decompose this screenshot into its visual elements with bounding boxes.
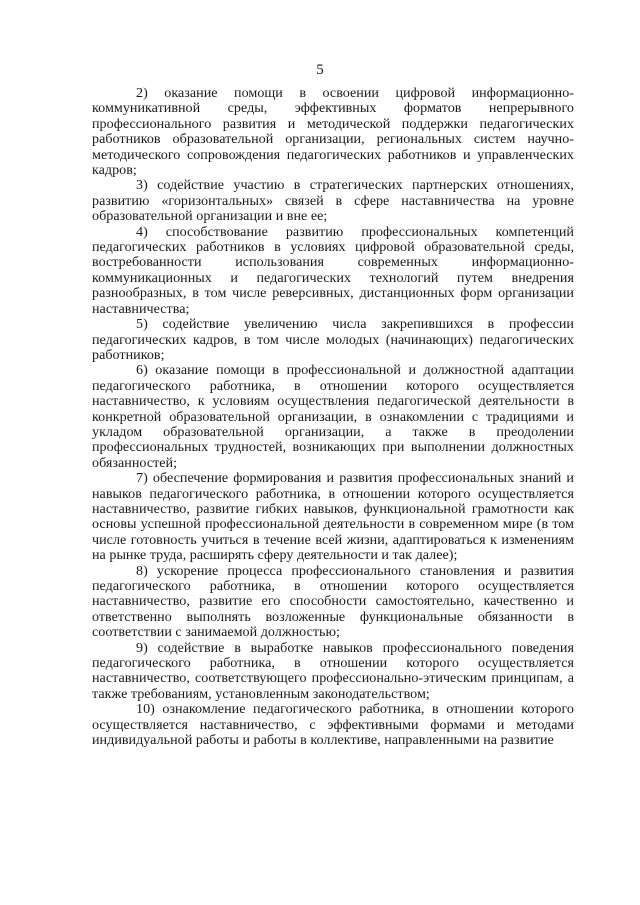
list-item-5: 5) содействие увеличению числа закрепившихся в профессии педагогических кадров, в том числе молодых (начинающих) педагогических работников; [92, 316, 574, 363]
list-item-3: 3) содействие участию в стратегических партнерских отношениях, развитию «горизонтальных» связей в сфере наставничества на уровне образовательной организации и вне ее; [92, 177, 574, 225]
list-item-6: 6) оказание помощи в профессиональной и должностной адаптации педагогического работника, в отношении которого осуществляется наставничество, к условиям осуществления педагогической деятельности в конкретной образовательной организации, в ознакомлении с традициями и укладом образовательной организации, а также в преодолении профессиональных трудностей, возникающих при выполнении должностных обязанностей; [92, 362, 574, 471]
document-body [92, 86, 574, 748]
list-item-2: 2) оказание помощи в освоении цифровой информационно-коммуникативной среды, эффективных форматов непрерывного профессионального развития и методической поддержки педагогических работников образовательной организации, региональных систем научно-методического сопровождения педагогических работников и управленческих кадров; [92, 85, 574, 179]
list-item-9: 9) содействие в выработке навыков профессионального поведения педагогического работника, в отношении которого осуществляется наставничество, соответствующего профессионально-этическим принципам, а также требованиям, установленным законодательством; [92, 639, 574, 702]
list-item-10: 10) ознакомление педагогического работника, в отношении которого осуществляется наставничество, с эффективными формами и методами индивидуальной работы и работы в коллективе, направленными на развитие [92, 701, 574, 749]
list-item-8: 8) ускорение процесса профессионального становления и развития педагогического работника, в отношении которого осуществляется наставничество, развитие его способности самостоятельно, качественно и ответственно выполнять возложенные функциональные обязанности в соответствии с занимаемой должностью; [92, 562, 574, 641]
list-item-4: 4) способствование развитию профессиональных компетенций педагогических работников в условиях цифровой образовательной среды, востребованности использования современных информационно-коммуникационных и педагогических технологий путем внедрения разнообразных, в том числе реверсивных, дистанционных форм организации наставничества; [92, 223, 574, 317]
page-number: 5 [316, 62, 324, 78]
list-item-7: 7) обеспечение формирования и развития профессиональных знаний и навыков педагогического работника, в отношении которого осуществляется наставничество, развитие гибких навыков, функциональной грамотности как основы успешной профессиональной деятельности в современном мире (в том числе готовность учиться в течение всей жизни, адаптироваться к изменениям на рынке труда, расширять сферу деятельности и так далее); [92, 470, 574, 564]
